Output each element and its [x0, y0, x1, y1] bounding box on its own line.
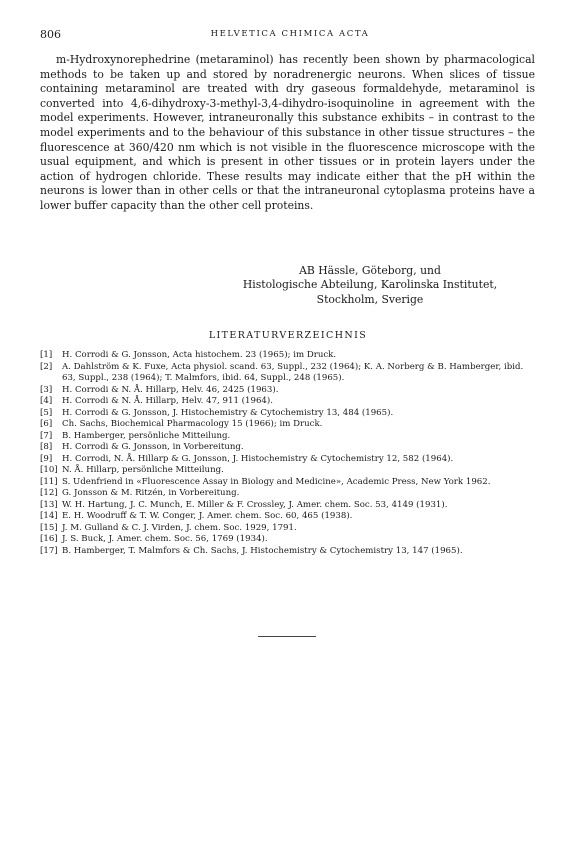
- reference-number: [11]: [40, 476, 58, 487]
- reference-item: [40, 408, 536, 420]
- reference-number: [3]: [40, 384, 53, 395]
- reference-text: H. Corrodi, N. Å. Hillarp & G. Jonsson, J. Histochemistry & Cytochemistry 12, 582 (1964).: [62, 453, 454, 464]
- reference-item: [40, 396, 536, 408]
- reference-text: N. Å. Hillarp, persönliche Mitteilung.: [62, 465, 224, 475]
- reference-text: B. Hamberger, persönliche Mitteilung.: [62, 430, 231, 441]
- reference-number: [10]: [40, 465, 58, 475]
- reference-number: [14]: [40, 511, 58, 521]
- reference-item: [40, 511, 536, 523]
- reference-number: [16]: [40, 534, 58, 544]
- reference-number: [17]: [40, 545, 58, 556]
- affiliation-line: Histologische Abteilung, Karolinska Institutet,: [242, 278, 498, 292]
- reference-number: [4]: [40, 396, 53, 406]
- reference-text: H. Corrodi & G. Jonsson, in Vorbereitung.: [62, 442, 244, 452]
- reference-item: [40, 419, 536, 431]
- author-affiliation: [240, 264, 500, 307]
- reference-item: [40, 431, 536, 443]
- reference-item: [40, 534, 536, 546]
- reference-text: B. Hamberger, T. Malmfors & Ch. Sachs, J. Histochemistry & Cytochemistry 13, 147 (1965).: [62, 545, 463, 556]
- literature-heading: LITERATURVERZEICHNIS: [208, 330, 368, 341]
- reference-number: [2]: [40, 361, 53, 372]
- reference-number: [8]: [40, 442, 53, 452]
- reference-list: [40, 350, 536, 557]
- reference-number: [13]: [40, 499, 58, 510]
- reference-text: Ch. Sachs, Biochemical Pharmacology 15 (1966); im Druck.: [62, 419, 323, 429]
- reference-text: E. H. Woodruff & T. W. Conger, J. Amer. chem. Soc. 60, 465 (1938).: [62, 511, 353, 521]
- reference-number: [9]: [40, 453, 53, 464]
- reference-item: [40, 465, 536, 477]
- reference-number: [1]: [40, 350, 53, 360]
- reference-item: [40, 362, 536, 385]
- abstract-paragraph: m-Hydroxynorephedrine (metaraminol) has recently been shown by pharmacological methods to be taken up and stored by noradrenergic neurons. When slices of tissue containing metaraminol are treated with dry gaseous formaldehyde, metaraminol is converted into 4,6-dihydroxy-3-methyl-3,4-dihydro-isoquinoline in agreement with the model experiments. However, intraneuronally this substance exhibits – in contrast to the model experiments and to the behaviour of this substance in other tissue structures – the fluorescence at 360/420 nm which is not visible in the fluorescence microscope with the usual equipment, and which is present in other tissues or in protein layers under the action of hydrogen chloride. These results may indicate either that the pH within the neurons is lower than in other cells or that the intraneuronal cytoplasma proteins have a lower buffer capacity than the other cell proteins.: [40, 53, 535, 212]
- reference-number: [15]: [40, 522, 58, 533]
- reference-text: W. H. Hartung, J. C. Munch, E. Miller & F. Crossley, J. Amer. chem. Soc. 53, 4149 (1931).: [62, 499, 448, 510]
- reference-item: [40, 477, 536, 489]
- reference-item: [40, 523, 536, 535]
- reference-number: [12]: [40, 488, 58, 498]
- reference-text: J. S. Buck, J. Amer. chem. Soc. 56, 1769 (1934).: [62, 534, 268, 544]
- reference-number: [6]: [40, 419, 53, 429]
- reference-item: [40, 350, 536, 362]
- body-text: [40, 53, 535, 214]
- reference-text: H. Corrodi & G. Jonsson, Acta histochem. 23 (1965); im Druck.: [62, 350, 337, 360]
- reference-text: J. M. Gulland & C. J. Virden, J. chem. Soc. 1929, 1791.: [62, 522, 297, 533]
- reference-text: H. Corrodi & G. Jonsson, J. Histochemistry & Cytochemistry 13, 484 (1965).: [62, 407, 394, 418]
- affiliation-line: AB Hässle, Göteborg, und: [299, 264, 441, 277]
- reference-item: [40, 385, 536, 397]
- reference-item: [40, 454, 536, 466]
- page-number: 806: [40, 28, 61, 41]
- reference-text: A. Dahlström & K. Fuxe, Acta physiol. scand. 63, Suppl., 232 (1964); K. A. Norberg & B. Hamberger, ibid. 63, Suppl., 238 (1964); T. Malmfors, ibid. 64, Suppl., 248 (1965).: [62, 361, 524, 383]
- reference-text: H. Corrodi & N. Å. Hillarp, Helv. 47, 911 (1964).: [62, 396, 273, 406]
- affiliation-line: Stockholm, Sverige: [316, 292, 424, 306]
- reference-item: [40, 500, 536, 512]
- page-header: [40, 28, 540, 42]
- reference-item: [40, 546, 536, 558]
- reference-item: [40, 488, 536, 500]
- reference-number: [7]: [40, 430, 53, 441]
- reference-number: [5]: [40, 407, 53, 418]
- reference-text: G. Jonsson & M. Ritzén, in Vorbereitung.: [62, 488, 240, 498]
- reference-text: S. Udenfriend in «Fluorescence Assay in Biology and Medicine», Academic Press, New York 1962.: [62, 476, 491, 487]
- reference-text: H. Corrodi & N. Å. Hillarp, Helv. 46, 2425 (1963).: [62, 384, 279, 395]
- end-rule: [258, 636, 316, 637]
- reference-item: [40, 442, 536, 454]
- journal-name: HELVETICA CHIMICA ACTA: [210, 29, 370, 39]
